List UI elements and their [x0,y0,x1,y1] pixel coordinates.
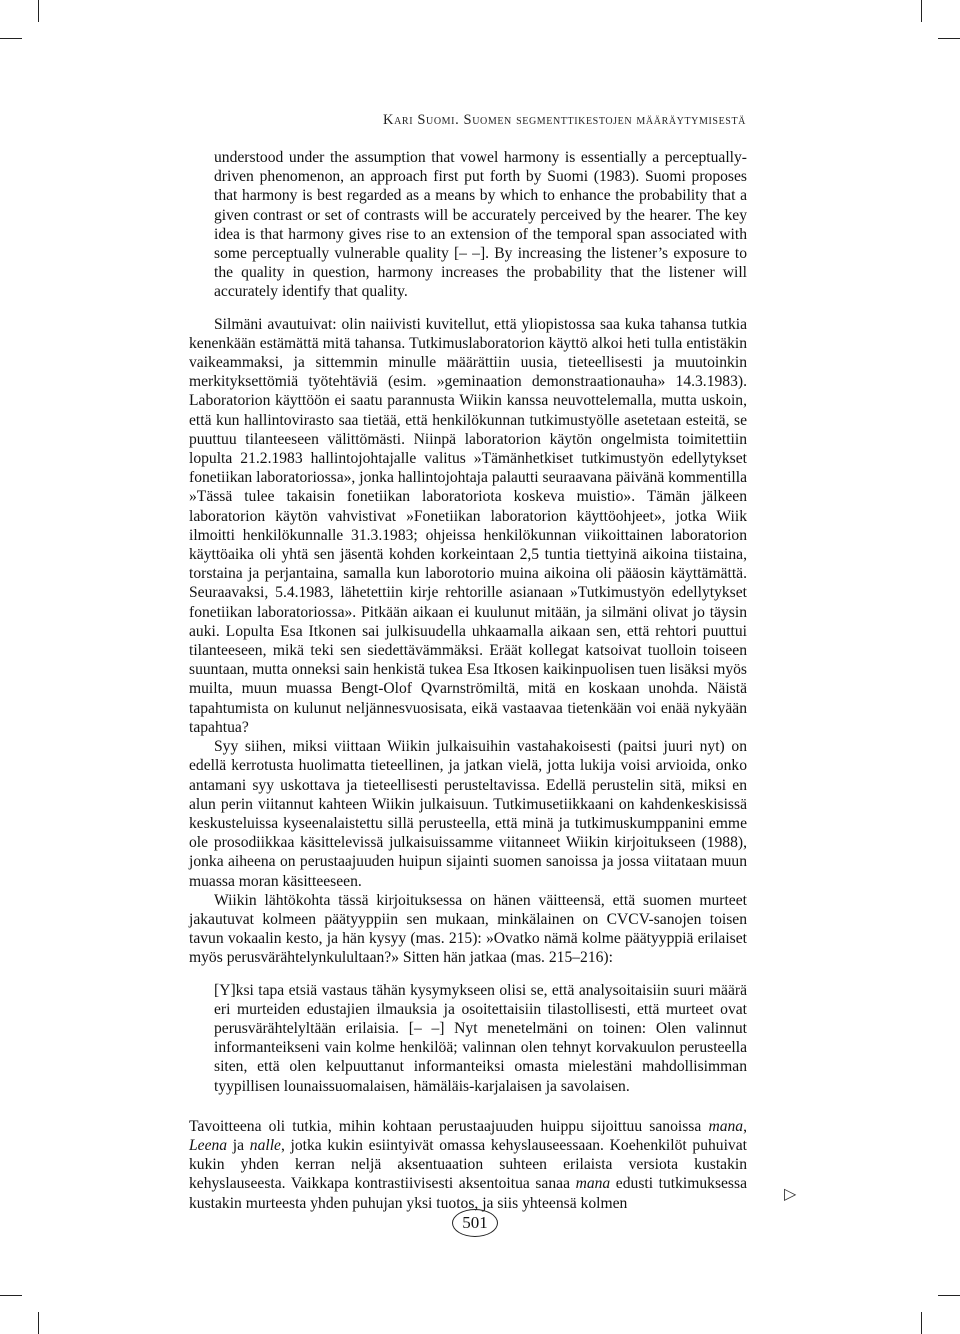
italic-word: mana [575,1175,611,1193]
crop-mark-bottom-left-horizontal [0,1295,22,1296]
body-paragraph-1: Silmäni avautuivat: olin naiivisti kuvitellut, että yliopistossa saa kuka tahansa tutkia kenenkään estämättä mitä tahansa. Tutkimuslaboratorion käyttö alkoi heti tulla entistäkin vaikeammaksi, ja sittemmin minulle määrättiin uusia, tieteellisesti ja muutoinkin merkityksettömiä työtehtäviä (esim. »geminaation demonstraationauha» 14.3.1983). Laboratorion käyttöön ei saatu parannusta Wiikin kanssa neuvottelemalla, mutta uskoin, että kun hallintovirasto saa tietää, että henkilökunnan tutkimustyölle asetetaan esteitä, se puuttuu tilanteeseen välittömästi. Niinpä laboratorion käytön ongelmista toimitettiin lopulta 21.2.1983 hallintojohtajalle valitus »Tämänhetkiset tutkimustyön edellytykset fonetiikan laboratoriossa», jonka hallintojohtaja palautti seuraavana päivänä kommentilla »Tässä tulee takaisin fonetiikan laboratoriota koskeva muistio». Tämän jälkeen laboratorion käytön vahvistivat »Fonetiikan laboratorion käyttöohjeet», jotka Wiik ilmoitti henkilökunnalle 31.3.1983; ohjeissa henkilökunnan viikoittainen laboratorion käyttöaika oli yhtä sen jäsentä kohden korkeintaan 2,5 tuntia tiettyinä aikoina tiistaina, torstaina ja perjantaina, samalla kun laborotorio muina aikoina oli pääosin käyttämättä. Seuraavaksi, 5.4.1983, lähetettiin kirje rehtorille asianaan »Tutkimustyön edellytykset fonetiikan laboratoriossa». Pitkään aikaan ei kuulunut mitään, ja silmäni olivat jo täysin auki. Lopulta Esa Itkonen sai julkisuudella uhkaamalla aikaan sen, että rehtori puuttui tilanteeseen, mikä teki sen siedettävämmäksi. Eräät kollegat katsoivat tuolloin toiseen suuntaan, mutta onneksi sain henkistä tukea Esa Itkosen kaikinpuolisen tuen lisäksi myös muilta, muun muassa Bengt-Olof Qvarnströmiltä, mitä en koskaan unohda. Näistä tapahtumista on kulunut neljännesvuosisata, eikä vastaavaa tietenkään voi enää nykyään tapahtua? [189,315,747,736]
next-page-arrow-icon: ▷ [784,1184,797,1203]
italic-word: nalle [249,1136,281,1154]
page-body [189,148,747,1213]
crop-mark-top-right-horizontal [938,38,960,39]
paragraph-text: , jotka kukin esiintyivät omassa kehyslauseessaan. Koehenkilöt puhuivat kukin yhden kerran neljä aksentuaation suhteen erilaista versiota kustakin kehyslauseesta. Vaikkapa kontrastiivisesti aksentoitua sanaa [189,1136,747,1193]
crop-mark-bottom-left-vertical [38,1312,39,1334]
italic-word: Leena [189,1136,228,1154]
crop-mark-bottom-right-vertical [921,1312,922,1334]
paragraph-text: , [743,1117,747,1135]
paragraph-text: edusti tutkimuksessa kustakin murteesta yhden puhujan yksi tuotos, ja siis yhteensä kolmen [189,1175,747,1212]
body-paragraph-4 [189,1117,747,1213]
crop-mark-top-left-vertical [38,0,39,22]
paragraph-text: ja [227,1136,250,1154]
body-paragraph-3: Wiikin lähtökohta tässä kirjoituksessa on hänen väitteensä, että suomen murteet jakautuvat kolmeen päätyyppiin sen mukaan, minkälainen on CVCV-sanojen toisen tavun vokaalin kesto, ja hän kysyy (mas. 215): »Ovatko nämä kolme päätyyppiä erilaiset myös perusvärähtelynkulultaan?» Sitten hän jatkaa (mas. 215–216): [189,891,747,967]
block-quote: [Y]ksi tapa etsiä vastaus tähän kysymykseen olisi se, että analysoitaisiin suuri määrä eri murteiden edustajien ilmauksia ja osoitettaisiin tilastollisesti, että murteet ovat perusvärähtelyltään erilaisia. [– –] Nyt menetelmäni on toinen: Olen valinnut informanteikseni vain kolme henkilöä; valinnan olen tehnyt korvakuulon perusteella siten, että olen kelpuuttanut informanteiksi omasta mielestäni mahdollisimman tyypillisen lounaissuomalaisen, hämäläis-karjalaisen ja savolaisen. [214,981,747,1095]
crop-mark-bottom-right-horizontal [938,1295,960,1296]
crop-mark-top-right-vertical [921,0,922,22]
running-head: Kari Suomi. Suomen segmenttikestojen määräytymisestä [383,112,746,128]
quoted-paragraph-english: understood under the assumption that vowel harmony is essentially a perceptually-driven phenomenon, an approach first put forth by Suomi (1983). Suomi proposes that harmony is best regarded as a means by which to enhance the probability that a given contrast or set of contrasts will be accurately perceived by the hearer. The key idea is that harmony gives rise to an extension of the temporal span associated with some perceptually vulnerable quality [– –]. By increasing the listener’s exposure to the quality in question, harmony increases the probability that the listener will accurately identify that quality. [214,149,747,301]
body-paragraph-2: Syy siihen, miksi viittaan Wiikin julkaisuihin vastahakoisesti (paitsi juuri nyt) on edellä kerrotusta huolimatta tieteellinen, ja jatkan vielä, jotta lukija voisi arvioida, onko antamani syy uskottava ja tieteellisesti perusteltavissa. Edellä perustelin sitä, miksi en alun perin viitannut kahteen Wiikin julkaisuun. Tutkimusetiikkaani on kahdenkeskisissä keskusteluissa kyseenalaistettu sillä perusteella, että minä ja tutkimuskumppanini emme ole prosodiikkaa käsittelevissä julkaisuissamme viitanneet Wiikin kirjoitukseen (1988), jonka aiheena on perustaajuuden huipun sijainti suomen sanoissa ja jossa viitataan muun muassa moran käsitteeseen. [189,738,747,890]
page-number: 501 [452,1209,498,1237]
italic-word: mana [708,1117,744,1135]
paragraph-text: Tavoitteena oli tutkia, mihin kohtaan perustaajuuden huippu sijoittuu sanoissa [189,1117,709,1135]
crop-mark-top-left-horizontal [0,38,22,39]
